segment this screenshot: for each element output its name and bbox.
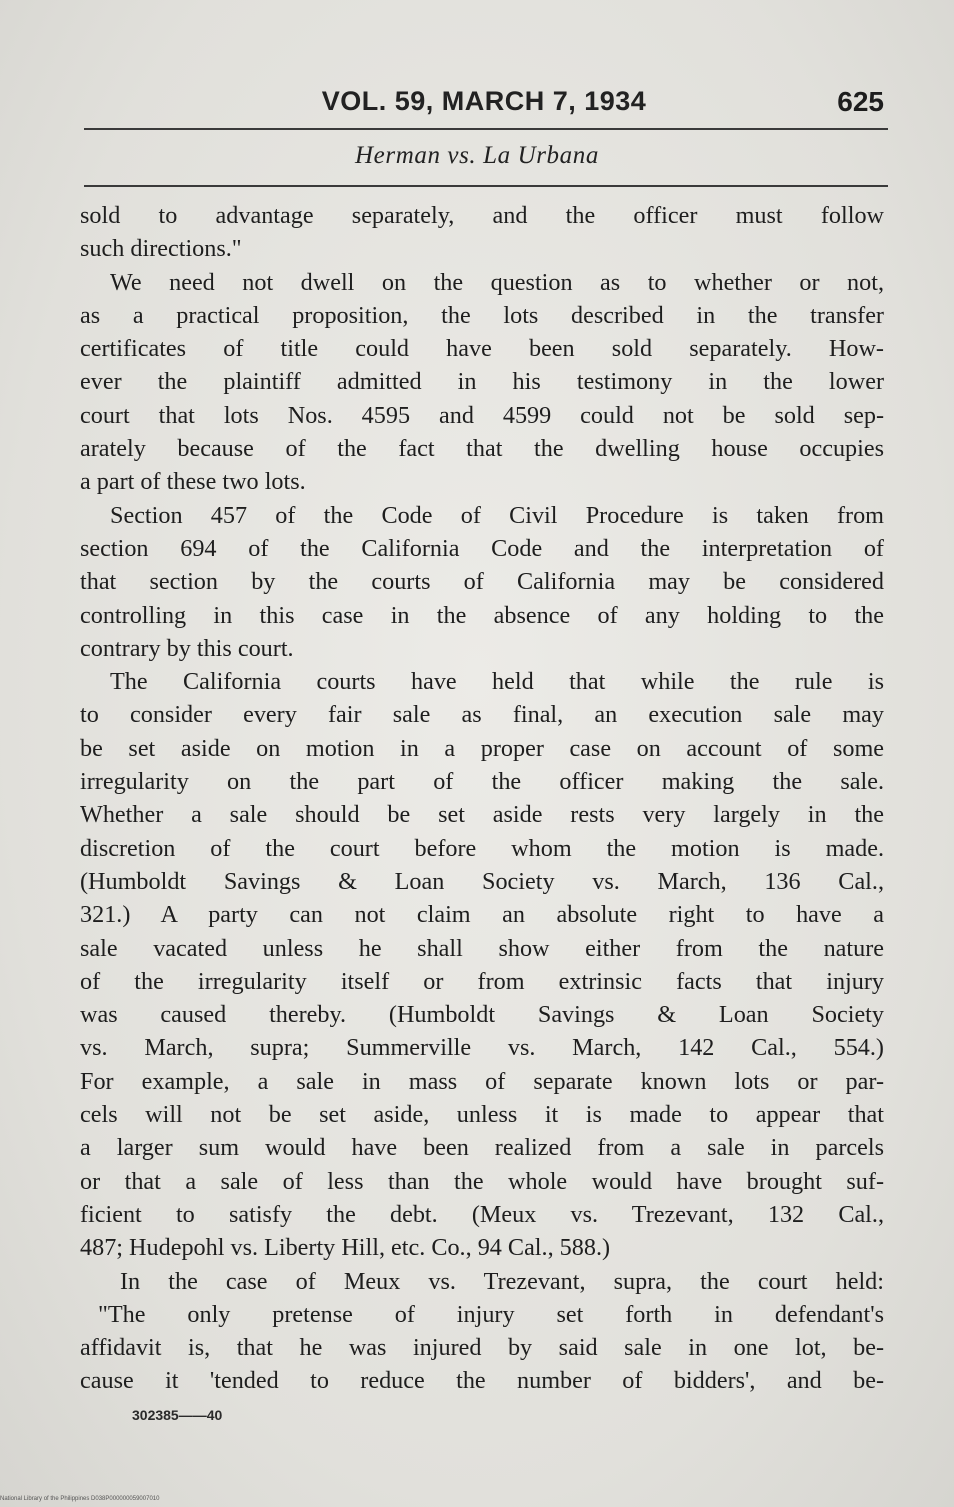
text-line: certificates of title could have been sold separately. How- [80, 335, 884, 363]
text-line: cels will not be set aside, unless it is made to appear that [80, 1101, 884, 1129]
text-line: contrary by this court. [80, 634, 294, 662]
print-code: 302385——40 [132, 1407, 223, 1423]
text-line: a part of these two lots. [80, 468, 306, 496]
header-rule-bottom [84, 185, 888, 187]
text-line: be set aside on motion in a proper case on account of some [80, 734, 884, 762]
text-line: 321.) A party can not claim an absolute right to have a [80, 901, 884, 929]
text-line: affidavit is, that he was injured by said sale in one lot, be- [80, 1334, 884, 1362]
text-line: discretion of the court before whom the motion is made. [80, 834, 884, 862]
page-number: 625 [837, 86, 884, 117]
text-line: 487; Hudepohl vs. Liberty Hill, etc. Co., 94 Cal., 588.) [80, 1234, 611, 1262]
text-line: "The only pretense of injury set forth in defendant's [98, 1300, 884, 1328]
text-line: vs. March, supra; Summerville vs. March, 142 Cal., 554.) [80, 1034, 884, 1062]
case-caption: Herman vs. La Urbana [355, 142, 599, 169]
text-line: sold to advantage separately, and the officer must follow [80, 202, 884, 229]
text-line: such directions." [80, 235, 242, 263]
text-line: ever the plaintiff admitted in his testimony in the lower [80, 368, 884, 396]
text-line: sale vacated unless he shall show either from the nature [80, 934, 884, 962]
page-header [80, 86, 888, 120]
text-line: irregularity on the part of the officer making the sale. [80, 768, 884, 796]
body-text [80, 199, 884, 1398]
text-line: The California courts have held that while the rule is [110, 668, 884, 696]
text-line: For example, a sale in mass of separate known lots or par- [80, 1067, 884, 1095]
header-rule-top [84, 128, 888, 130]
text-line: Whether a sale should be set aside rests very largely in the [80, 801, 884, 829]
text-line: Section 457 of the Code of Civil Procedure is taken from [110, 501, 884, 529]
text-line: to consider every fair sale as final, an execution sale may [80, 701, 884, 729]
text-line: ficient to satisfy the debt. (Meux vs. Trezevant, 132 Cal., [80, 1200, 884, 1228]
text-line: In the case of Meux vs. Trezevant, supra, the court held: [120, 1267, 884, 1295]
text-line: cause it 'tended to reduce the number of bidders', and be- [80, 1367, 884, 1395]
text-line: section 694 of the California Code and the interpretation of [80, 534, 884, 562]
text-line: court that lots Nos. 4595 and 4599 could not be sold sep- [80, 401, 884, 429]
text-line: a larger sum would have been realized from a sale in parcels [80, 1134, 884, 1162]
text-line: controlling in this case in the absence of any holding to the [80, 601, 884, 629]
text-line: as a practical proposition, the lots described in the transfer [80, 301, 884, 329]
text-line: was caused thereby. (Humboldt Savings & Loan Society [80, 1001, 884, 1029]
text-line: or that a sale of less than the whole would have brought suf- [80, 1167, 884, 1195]
running-title: VOL. 59, MARCH 7, 1934 [321, 86, 647, 116]
text-line: (Humboldt Savings & Loan Society vs. March, 136 Cal., [80, 867, 884, 895]
text-line: We need not dwell on the question as to whether or not, [110, 268, 884, 296]
text-line: of the irregularity itself or from extrinsic facts that injury [80, 967, 884, 995]
library-imprint: National Library of the Philippines D038P000000059007010 [0, 1496, 160, 1502]
text-line: arately because of the fact that the dwelling house occupies [80, 435, 884, 463]
text-line: that section by the courts of California may be considered [80, 568, 884, 596]
